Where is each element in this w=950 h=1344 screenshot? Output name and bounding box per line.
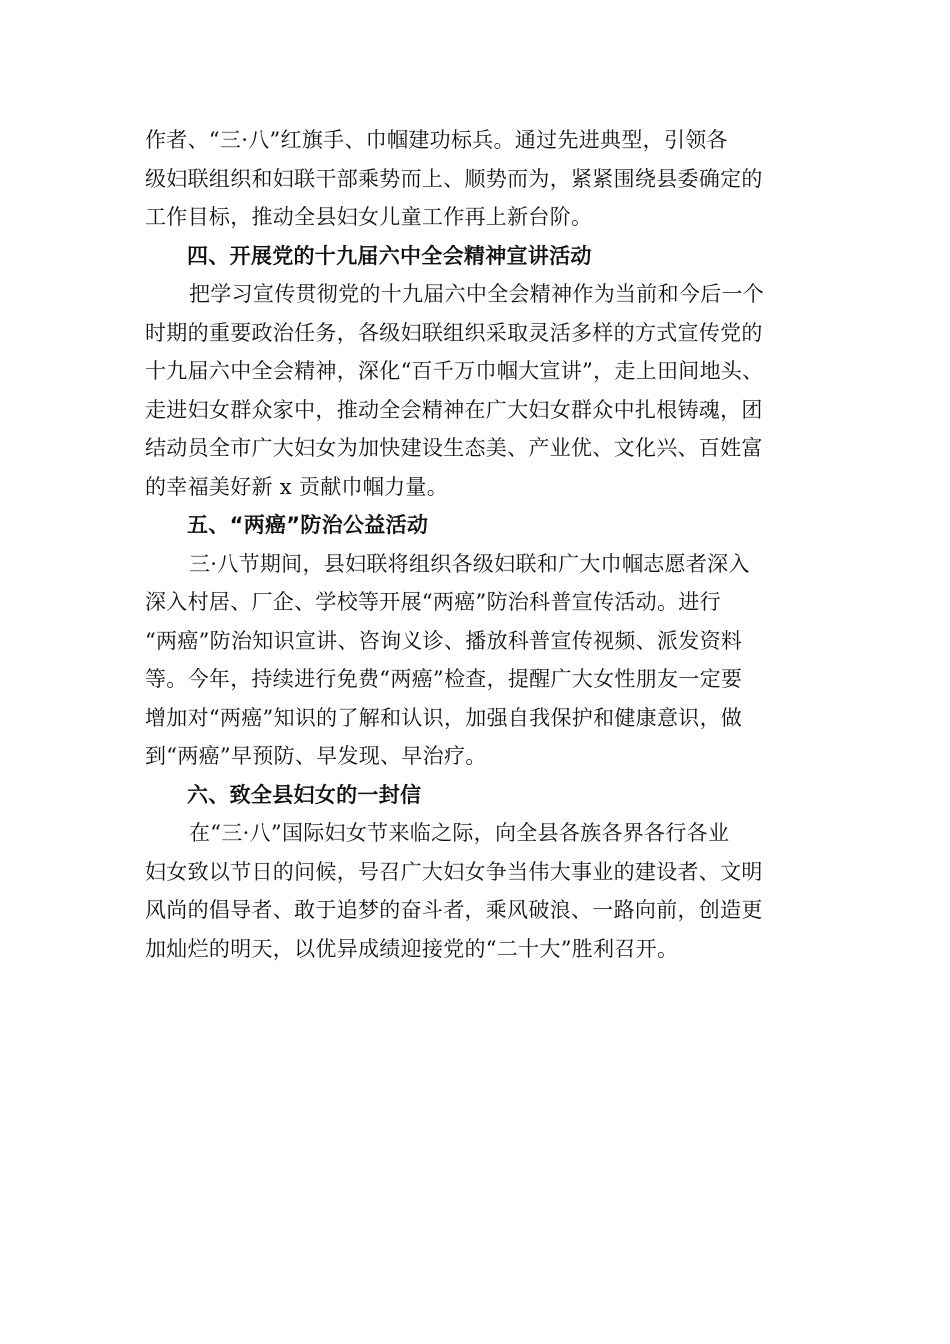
body-line: “两癌”防治知识宣讲、咨询义诊、播放科普宣传视频、派发资料 (145, 628, 743, 653)
body-line: 十九届六中全会精神，深化“百千万巾帼大宣讲”，走上田间地头、 (145, 359, 764, 383)
paragraph-first-line: 在“三·八”国际妇女节来临之际，向全县各族各界各行各业 (189, 821, 730, 845)
body-line: 到“两癌”早预防、早发现、早治疗。 (145, 744, 487, 768)
section-heading-5: 五、“两癌”防治公益活动 (187, 513, 429, 537)
body-line: 深入村居、厂企、学校等开展“两癌”防治科普宣传活动。进行 (145, 590, 721, 614)
body-line: 增加对“两癌”知识的了解和认识，加强自我保护和健康意识，做 (145, 705, 743, 730)
paragraph-first-line: 把学习宣传贯彻党的十九届六中全会精神作为当前和今后一个 (189, 282, 765, 306)
body-line: 风尚的倡导者、敢于追梦的奋斗者，乘风破浪、一路向前，创造更 (145, 898, 763, 922)
body-line: 的幸福美好新 x 贡献巾帼力量。 (145, 474, 448, 499)
section-heading-4: 四、开展党的十九届六中全会精神宣讲活动 (187, 243, 592, 268)
body-line: 时期的重要政治任务，各级妇联组织采取灵活多样的方式宣传党的 (145, 320, 763, 345)
body-line: 工作目标，推动全县妇女儿童工作再上新台阶。 (145, 205, 593, 229)
paragraph-first-line: 三·八节期间，县妇联将组织各级妇联和广大巾帼志愿者深入 (189, 551, 750, 576)
body-line: 作者、“三·八”红旗手、巾帼建功标兵。通过先进典型，引领各 (145, 128, 728, 152)
document-body (145, 121, 805, 968)
body-line: 结动员全市广大妇女为加快建设生态美、产业优、文化兴、百姓富 (145, 436, 763, 460)
section-heading-6: 六、致全县妇女的一封信 (187, 782, 422, 807)
body-line: 妇女致以节日的问候，号召广大妇女争当伟大事业的建设者、文明 (145, 859, 763, 884)
body-line: 等。今年，持续进行免费“两癌”检查，提醒广大女性朋友一定要 (145, 667, 743, 691)
body-line: 级妇联组织和妇联干部乘势而上、顺势而为，紧紧围绕县委确定的 (145, 166, 763, 191)
body-line: 走进妇女群众家中，推动全会精神在广大妇女群众中扎根铸魂，团 (145, 397, 763, 422)
body-line: 加灿烂的明天，以优异成绩迎接党的“二十大”胜利召开。 (145, 936, 679, 961)
